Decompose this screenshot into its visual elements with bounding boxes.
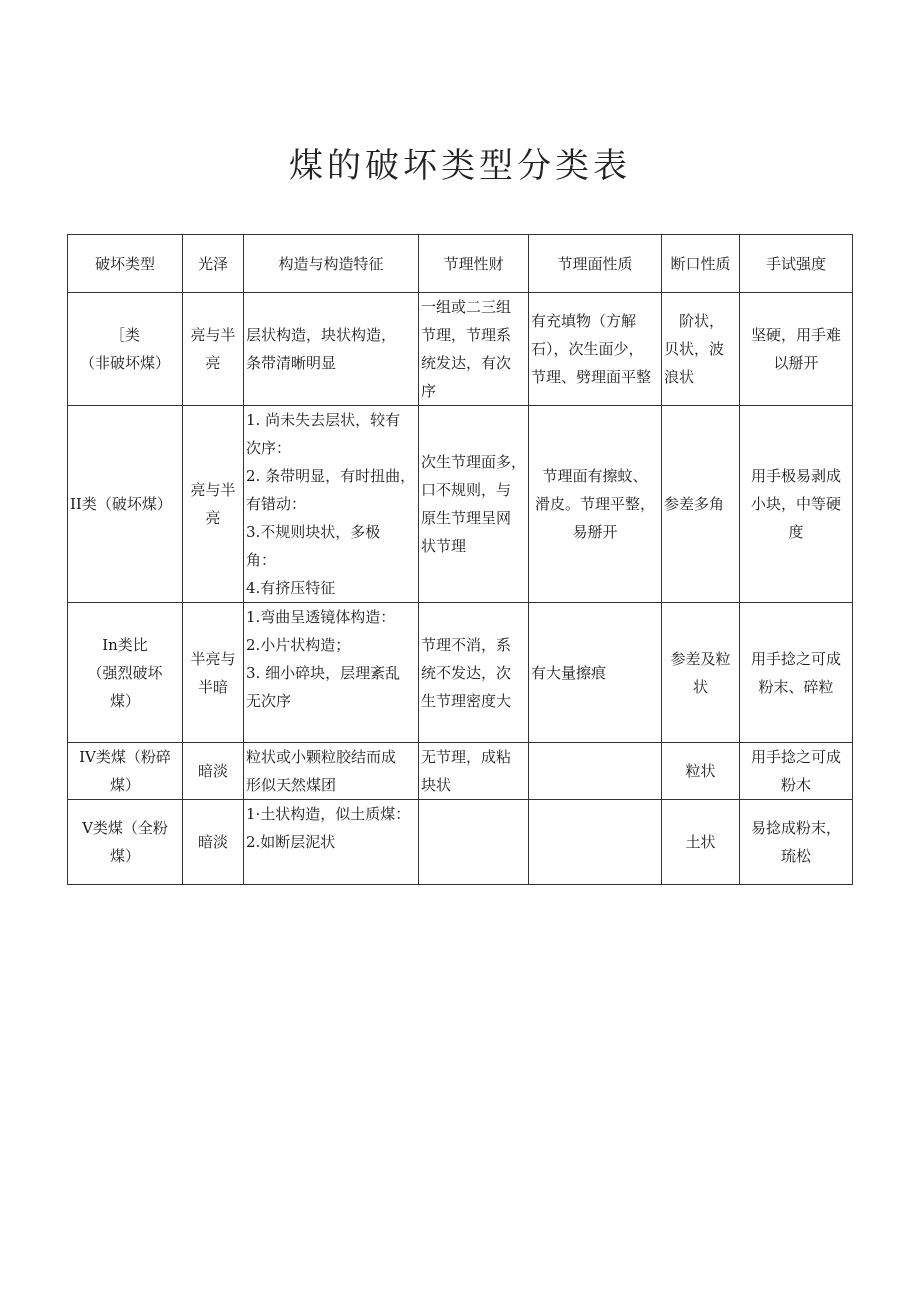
cell-luster: 亮与半 亮 xyxy=(183,406,244,603)
cell-hand-strength: 用手极易剥成 小块，中等硬 度 xyxy=(740,406,853,603)
header-joint: 节理性财 xyxy=(419,235,529,293)
cell-damage-type: In类比 （强烈破坏 煤） xyxy=(68,603,183,743)
header-row xyxy=(68,235,853,293)
cell-structure: 1. 尚未失去层状，较有 次序： 2. 条带明显，有时扭曲， 有错动： 3.不规则块状，多极 角： 4.有挤压特征 xyxy=(244,406,419,603)
cell-fracture: 土状 xyxy=(662,800,740,885)
header-structure: 构造与构造特征 xyxy=(244,235,419,293)
cell-hand-strength: 用手捻之可成 粉木 xyxy=(740,743,853,800)
cell-joint-surface: 有充填物（方解 石），次生面少， 节理、劈理面平整 xyxy=(529,293,662,406)
cell-hand-strength: 坚硬，用手难 以掰开 xyxy=(740,293,853,406)
cell-joint-surface: 节理面有擦蚊、 滑皮。节理平整， 易掰开 xyxy=(529,406,662,603)
cell-structure: 1·土状构造，似土质煤： 2.如断层泥状 xyxy=(244,800,419,885)
page-title: 煤的破坏类型分类表 xyxy=(289,146,631,186)
cell-luster: 暗淡 xyxy=(183,800,244,885)
table-row xyxy=(68,743,853,800)
cell-damage-type: ［类 （非破坏煤） xyxy=(68,293,183,406)
header-luster: 光泽 xyxy=(183,235,244,293)
cell-luster: 半亮与 半暗 xyxy=(183,603,244,743)
table-row xyxy=(68,800,853,885)
cell-damage-type: IV类煤（粉碎 煤） xyxy=(68,743,183,800)
cell-damage-type: II类（破坏煤） xyxy=(68,406,183,603)
cell-joint-surface xyxy=(529,743,662,800)
header-fracture: 断口性质 xyxy=(662,235,740,293)
cell-hand-strength: 易捻成粉末， 琉松 xyxy=(740,800,853,885)
cell-joint-surface: 有大量擦痕 xyxy=(529,603,662,743)
coal-damage-classification-table xyxy=(67,234,853,885)
cell-luster: 亮与半 亮 xyxy=(183,293,244,406)
cell-joint xyxy=(419,800,529,885)
table-row xyxy=(68,406,853,603)
cell-damage-type: V类煤（全粉 煤） xyxy=(68,800,183,885)
cell-structure: 层状构造，块状构造， 条带清晰明显 xyxy=(244,293,419,406)
cell-luster: 暗淡 xyxy=(183,743,244,800)
cell-joint: 节理不消，系 统不发达，次 生节理密度大 xyxy=(419,603,529,743)
cell-joint: 一组或二三组 节理，节理系 统发达，有次 序 xyxy=(419,293,529,406)
header-hand-strength: 手试强度 xyxy=(740,235,853,293)
cell-structure: 粒状或小颗粒胶结而成 形似天然煤团 xyxy=(244,743,419,800)
cell-fracture: 参差多角 xyxy=(662,406,740,603)
cell-joint: 无节理，成粘 块状 xyxy=(419,743,529,800)
header-damage-type: 破坏类型 xyxy=(68,235,183,293)
cell-structure: 1.弯曲呈透镜体构造： 2.小片状构造； 3. 细小碎块，层理紊乱 无次序 xyxy=(244,603,419,743)
cell-joint: 次生节理面多， 口不规则，与 原生节理呈网 状节理 xyxy=(419,406,529,603)
table-row xyxy=(68,293,853,406)
cell-hand-strength: 用手捻之可成 粉末、碎粒 xyxy=(740,603,853,743)
cell-fracture: 粒状 xyxy=(662,743,740,800)
table-row xyxy=(68,603,853,743)
cell-joint-surface xyxy=(529,800,662,885)
cell-fracture: 阶状， 贝状，波 浪状 xyxy=(662,293,740,406)
header-joint-surface: 节理面性质 xyxy=(529,235,662,293)
cell-fracture: 参差及粒 状 xyxy=(662,603,740,743)
